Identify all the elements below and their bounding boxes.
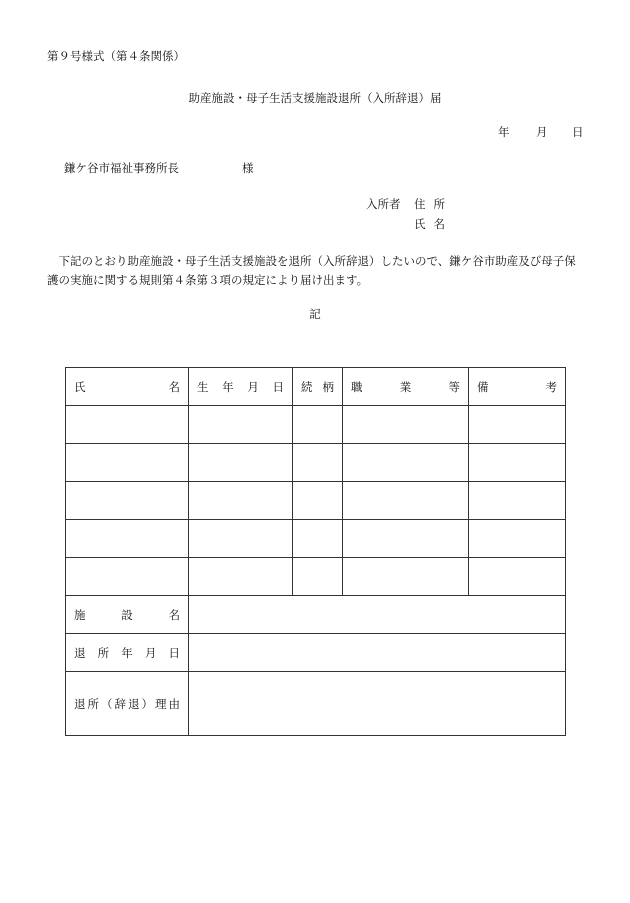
document-title: 助産施設・母子生活支援施設退所（入所辞退）届 <box>188 91 442 105</box>
records-table <box>65 367 566 736</box>
address-label: 住所 <box>414 197 453 211</box>
occupation-cell[interactable] <box>343 482 469 520</box>
exit-date-label: 退 所 年 月 日 <box>66 634 189 672</box>
header-name: 氏 名 <box>66 368 189 406</box>
occupation-cell[interactable] <box>343 406 469 444</box>
header-relationship: 続 柄 <box>293 368 343 406</box>
table-row <box>66 482 566 520</box>
exit-date-value-cell[interactable] <box>189 634 566 672</box>
reason-row <box>66 672 566 736</box>
header-occupation: 職 業 等 <box>343 368 469 406</box>
addressee-name: 鎌ケ谷市福祉事務所長 <box>64 161 179 175</box>
reason-value-cell[interactable] <box>189 672 566 736</box>
table-header-row <box>66 368 566 406</box>
header-remarks: 備 考 <box>469 368 566 406</box>
relationship-cell[interactable] <box>293 482 343 520</box>
relationship-cell[interactable] <box>293 520 343 558</box>
name-cell[interactable] <box>66 520 189 558</box>
relationship-cell[interactable] <box>293 558 343 596</box>
body-text: 下記のとおり助産施設・母子生活支援施設を退所（入所辞退）したいので、鎌ケ谷市助産及び母子保護の実施に関する規則第４条第３項の規定により届け出ます。 <box>47 254 576 287</box>
reason-label: 退 所 （ 辞 退 ） 理 由 <box>66 672 189 736</box>
date-month-label: 月 <box>536 125 548 139</box>
header-birthdate: 生 年 月 日 <box>189 368 293 406</box>
ki-heading: 記 <box>309 307 321 321</box>
date-year-label: 年 <box>498 125 510 139</box>
table-row <box>66 558 566 596</box>
name-cell[interactable] <box>66 406 189 444</box>
applicant-label: 入所者 <box>366 197 401 211</box>
birthdate-cell[interactable] <box>189 444 293 482</box>
name-label: 氏名 <box>414 217 453 231</box>
form-number: 第９号様式（第４条関係） <box>47 49 185 63</box>
remarks-cell[interactable] <box>469 406 566 444</box>
remarks-cell[interactable] <box>469 520 566 558</box>
date-day-label: 日 <box>572 125 584 139</box>
table-row <box>66 444 566 482</box>
occupation-cell[interactable] <box>343 520 469 558</box>
facility-value-cell[interactable] <box>189 596 566 634</box>
table-row <box>66 406 566 444</box>
name-cell[interactable] <box>66 558 189 596</box>
birthdate-cell[interactable] <box>189 482 293 520</box>
relationship-cell[interactable] <box>293 406 343 444</box>
occupation-cell[interactable] <box>343 558 469 596</box>
exit-date-row <box>66 634 566 672</box>
remarks-cell[interactable] <box>469 558 566 596</box>
birthdate-cell[interactable] <box>189 406 293 444</box>
facility-label: 施 設 名 <box>66 596 189 634</box>
name-cell[interactable] <box>66 444 189 482</box>
birthdate-cell[interactable] <box>189 558 293 596</box>
remarks-cell[interactable] <box>469 444 566 482</box>
facility-row <box>66 596 566 634</box>
relationship-cell[interactable] <box>293 444 343 482</box>
addressee-honorific: 様 <box>242 161 254 175</box>
remarks-cell[interactable] <box>469 482 566 520</box>
name-cell[interactable] <box>66 482 189 520</box>
table-row <box>66 520 566 558</box>
birthdate-cell[interactable] <box>189 520 293 558</box>
occupation-cell[interactable] <box>343 444 469 482</box>
